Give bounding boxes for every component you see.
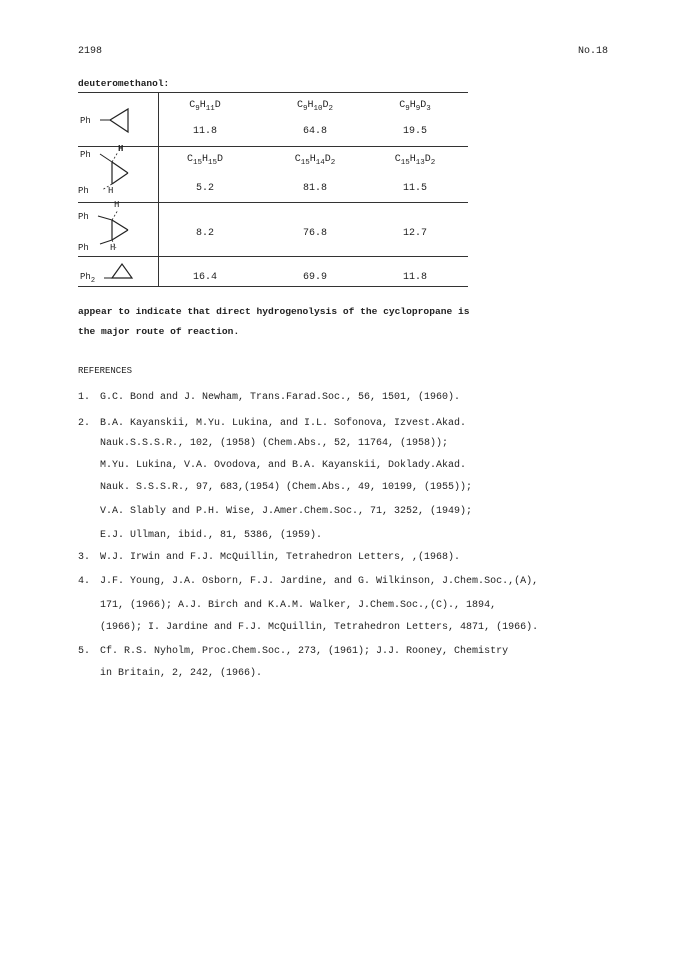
- journal-issue: No.18: [578, 46, 609, 57]
- row3-struct-h-top: H: [114, 200, 120, 210]
- page-number: 2198: [78, 46, 103, 57]
- ref-number: 3.: [78, 552, 91, 563]
- row4-value-3: 11.8: [402, 272, 427, 283]
- row3-value-1: 8.2: [195, 228, 214, 239]
- cyclopropane-structure-2: [92, 148, 142, 198]
- ref-line: W.J. Irwin and F.J. McQuillin, Tetrahedron Letters, ,(1968).: [100, 552, 461, 563]
- ref-line: E.J. Ullman, ibid., 81, 5386, (1959).: [100, 530, 323, 541]
- row2-value-2: 81.8: [302, 183, 327, 194]
- table-rule-vertical: [158, 92, 159, 286]
- references-heading: REFERENCES: [78, 366, 133, 376]
- ref-line: J.F. Young, J.A. Osborn, F.J. Jardine, and G. Wilkinson, J.Chem.Soc.,(A),: [100, 576, 539, 587]
- row2-formula-3: $C_{15}H_{13}D_2$: [394, 154, 436, 167]
- ref-number: 5.: [78, 646, 91, 657]
- ref-number: 1.: [78, 392, 91, 403]
- table-rule-bottom: [78, 286, 468, 287]
- row2-struct-h-top: H: [118, 144, 124, 154]
- row4-value-1: 16.4: [192, 272, 217, 283]
- ref-line: V.A. Slably and P.H. Wise, J.Amer.Chem.Soc., 71, 3252, (1949);: [100, 506, 473, 517]
- row3-struct-ph-top: Ph: [78, 212, 89, 222]
- ref-line: in Britain, 2, 242, (1966).: [100, 668, 263, 679]
- row2-formula-2: $C_{15}H_{14}D_2$: [294, 154, 336, 167]
- ref-line: G.C. Bond and J. Newham, Trans.Farad.Soc., 56, 1501, (1960).: [100, 392, 461, 403]
- row2-value-3: 11.5: [402, 183, 427, 194]
- cyclopropane-structure-1: [98, 104, 138, 138]
- ref-line: B.A. Kayanskii, M.Yu. Lukina, and I.L. Sofonova, Izvest.Akad.: [100, 418, 467, 429]
- row1-value-2: 64.8: [302, 126, 327, 137]
- ref-line: (1966); I. Jardine and F.J. McQuillin, Tetrahedron Letters, 4871, (1966).: [100, 622, 539, 633]
- table-caption: deuteromethanol:: [78, 78, 170, 89]
- row1-formula-1: $C_9H_{11}D$: [189, 100, 221, 113]
- row2-struct-ph-top: Ph: [80, 150, 91, 160]
- ref-number: 4.: [78, 576, 91, 587]
- row3-struct-ph-bottom: Ph: [78, 243, 89, 253]
- row3-value-3: 12.7: [402, 228, 427, 239]
- row4-struct-ph: $Ph_2$: [80, 272, 96, 285]
- row1-formula-3: $C_9H_9D_3$: [399, 100, 431, 113]
- row1-value-1: 11.8: [192, 126, 217, 137]
- row4-value-2: 69.9: [302, 272, 327, 283]
- row1-formula-2: $C_9H_{10}D_2$: [296, 100, 334, 113]
- paragraph-line-2: the major route of reaction.: [78, 326, 240, 337]
- table-rule-2: [78, 202, 468, 203]
- table-rule-top: [78, 92, 468, 93]
- row2-formula-1: $C_{15}H_{15}D$: [186, 154, 224, 167]
- row1-value-3: 19.5: [402, 126, 427, 137]
- row3-struct-h-bottom: H: [110, 243, 116, 253]
- ref-line: Nauk.S.S.S.R., 102, (1958) (Chem.Abs., 52, 11764, (1958));: [100, 438, 449, 449]
- paragraph-line-1: appear to indicate that direct hydrogenolysis of the cyclopropane is: [78, 306, 470, 317]
- ref-line: M.Yu. Lukina, V.A. Ovodova, and B.A. Kayanskii, Doklady.Akad.: [100, 460, 467, 471]
- cyclopropane-structure-4: [104, 260, 144, 284]
- ref-line: 171, (1966); A.J. Birch and K.A.M. Walker, J.Chem.Soc.,(C)., 1894,: [100, 600, 497, 611]
- row2-value-1: 5.2: [195, 183, 214, 194]
- table-rule-1: [78, 146, 468, 147]
- row1-struct-label: Ph: [80, 116, 91, 126]
- row2-struct-ph-bottom: Ph: [78, 186, 89, 196]
- ref-number: 2.: [78, 418, 91, 429]
- ref-line: Cf. R.S. Nyholm, Proc.Chem.Soc., 273, (1961); J.J. Rooney, Chemistry: [100, 646, 509, 657]
- deuteration-table: [78, 90, 468, 290]
- ref-line: Nauk. S.S.S.R., 97, 683,(1954) (Chem.Abs., 49, 10199, (1955));: [100, 482, 473, 493]
- row3-value-2: 76.8: [302, 228, 327, 239]
- row2-struct-h-bottom: H: [108, 186, 114, 196]
- table-rule-3: [78, 256, 468, 257]
- cyclopropane-structure-3: [92, 206, 142, 254]
